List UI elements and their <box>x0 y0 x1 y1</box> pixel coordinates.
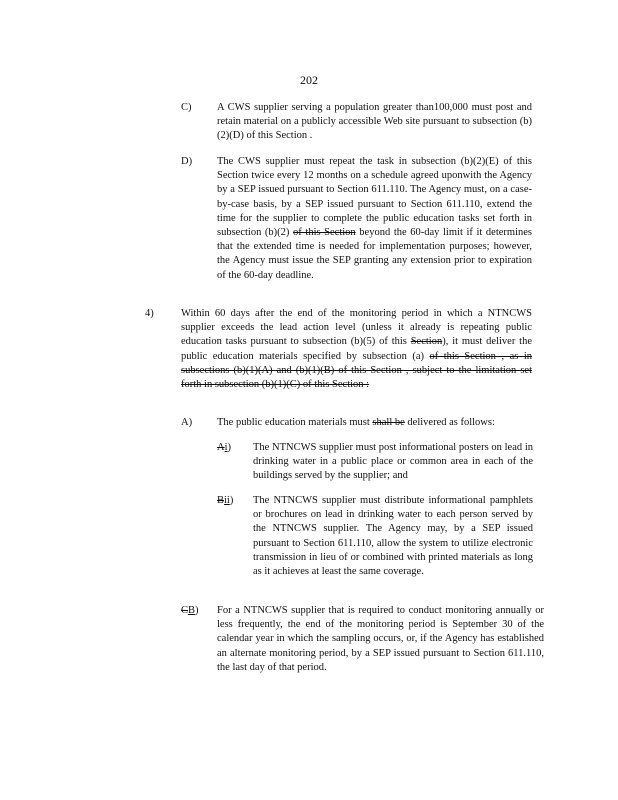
item-i-label-tail: ) <box>227 442 232 453</box>
item-4-label: 4) <box>145 308 154 319</box>
item-b-label-tail: ) <box>195 605 199 616</box>
item-ii-label-new: ii <box>224 495 230 506</box>
item-ii-text <box>253 494 533 579</box>
item-4-seg-3-deleted: of this Section , as in subsections (b)(1)(A) and (b)(1)(B) of this Section , subject to the limitation set forth in subsection (b)(1)(C) of this Section : <box>181 350 532 391</box>
item-ii-label-tail: ) <box>229 495 234 506</box>
item-b-label <box>181 604 199 618</box>
item-d-seg-0: The CWS supplier must repeat the task in subsection (b)(2)(E) of this Section twice every 12 months on a schedule agreed uponwith the Agency by a SEP issued pursuant to Section 611.110. The Agency must, on a case-by-case basis, by a SEP issued pursuant to Section 611.110, extend the time for the supplier to complete the public education tasks set forth in subsection (b)(2) <box>217 156 532 239</box>
item-d-seg-2: beyond the 60-day limit if it determines that the extended time is needed for implementation purposes; however, the Agency must issue the SEP granting any extension prior to expiration of the 60-day deadline. <box>217 227 532 281</box>
item-a-seg-0: The public education materials must <box>217 417 373 428</box>
item-c-text <box>217 101 532 144</box>
item-b-label-old: C <box>181 605 189 616</box>
item-b-label-new: B <box>188 605 196 616</box>
item-4-seg-1-deleted: Section <box>410 336 443 348</box>
item-i-text <box>253 441 533 484</box>
item-c-seg-0: A CWS supplier serving a population greater than100,000 must post and retain material on a publicly accessible Web site pursuant to subsection (b)(2)(D) of this Section . <box>217 102 532 142</box>
page-number: 202 <box>300 73 318 87</box>
item-ii-seg-0: The NTNCWS supplier must distribute informational pamphlets or brochures on lead in drinking water to each person served by the NTNCWS supplier. The Agency may, by a SEP issued pursuant to Section 611.110, allow the system to utilize electronic transmission in lieu of or combined with printed materials as long as it achieves at least the same coverage. <box>253 495 533 578</box>
item-a-label: A) <box>181 417 193 428</box>
item-i-label-new: i <box>224 442 228 453</box>
item-i-label <box>217 441 231 455</box>
item-d-seg-1-deleted: of this Section <box>293 227 356 239</box>
item-i-label-old: A <box>217 442 225 453</box>
item-b-seg-0: For a NTNCWS supplier that is required to conduct monitoring annually or less frequently, the end of the monitoring period is September 30 of the calendar year in which the sampling occurs, or, if the Agency has established an alternate monitoring period, by a SEP issued pursuant to Section 611.110, the last day of that period. <box>217 605 544 673</box>
item-a-seg-2: delivered as follows: <box>404 417 495 428</box>
item-ii-label <box>217 494 233 508</box>
item-a-text <box>217 416 532 430</box>
item-4-seg-2: ), it must deliver the public education materials specified by subsection (a) <box>181 336 532 362</box>
item-d-label: D) <box>181 156 193 167</box>
item-b-text <box>217 604 544 675</box>
item-c-label: C) <box>181 102 192 113</box>
item-4-seg-0: Within 60 days after the end of the monitoring period in which a NTNCWS supplier exceeds the lead action level (unless it already is repeating public education tasks pursuant to subsection (b)(5) of this <box>181 308 532 348</box>
item-ii-label-old: B <box>217 495 225 506</box>
item-a-seg-1-deleted: shall be <box>372 417 405 428</box>
item-d-text <box>217 155 532 283</box>
item-i-seg-0: The NTNCWS supplier must post informational posters on lead in drinking water in a public place or common area in each of the buildings served by the supplier; and <box>253 442 533 482</box>
item-4-text <box>181 307 532 392</box>
